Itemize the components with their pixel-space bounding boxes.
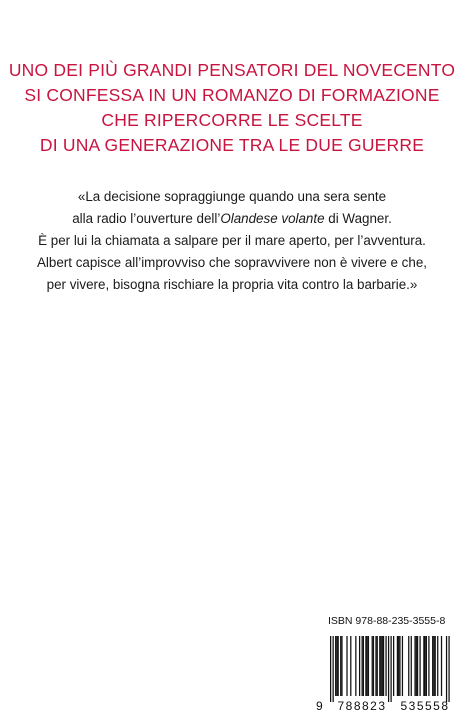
barcode-bar	[432, 636, 433, 696]
barcode-bar	[363, 636, 364, 696]
barcode-digits-left: 788823	[337, 699, 387, 713]
blurb-line-2-start: alla radio l’ouverture dell’	[72, 211, 221, 226]
barcode-bar	[341, 636, 342, 696]
barcode-bar	[411, 636, 412, 696]
barcode-bar	[375, 636, 376, 696]
barcode-bar	[397, 636, 398, 696]
barcode-bar	[383, 636, 384, 696]
barcode-bar	[446, 636, 447, 702]
headline-line-1: UNO DEI PIÙ GRANDI PENSATORI DEL NOVECENTO	[8, 60, 456, 80]
blurb-line-3: È per lui la chiamata a salpare per il mare aperto, per l’avventura.	[38, 233, 426, 248]
blurb-line-2	[0, 208, 464, 230]
barcode-bar	[377, 636, 378, 696]
barcode-bar	[393, 636, 394, 696]
barcode-bar	[359, 636, 360, 696]
blurb-line-1: «La decisione sopraggiunge quando una sera sente	[77, 189, 387, 204]
barcode-bar	[441, 636, 442, 696]
isbn-label: ISBN 978-88-235-3555-8	[328, 615, 446, 627]
barcode-bar	[380, 636, 381, 696]
headline	[0, 58, 464, 158]
barcode-bar	[416, 636, 417, 696]
barcode-bar	[437, 636, 438, 696]
opera-title: Olandese volante	[220, 211, 325, 226]
barcode-digit-first: 9	[316, 699, 323, 713]
barcode-bar	[402, 636, 403, 696]
barcode-bar	[367, 636, 368, 696]
barcode-bar	[335, 636, 336, 696]
blurb-quote	[0, 186, 464, 296]
blurb-line-4: Albert capisce all’improvviso che sopravvivere non è vivere e che,	[37, 255, 427, 270]
barcode-bar	[372, 636, 373, 696]
barcode-bar	[408, 636, 409, 696]
isbn-barcode-block	[304, 612, 464, 718]
barcode-bar	[338, 636, 339, 696]
barcode-bar	[388, 636, 389, 702]
barcode-bar	[382, 636, 383, 696]
barcode-digits-right: 535558	[400, 699, 450, 713]
barcode-bar	[333, 636, 334, 702]
barcode-bar	[417, 636, 418, 696]
barcode-bar	[362, 636, 363, 696]
barcode-bar	[435, 636, 436, 696]
barcode-bar	[390, 636, 391, 702]
barcode-bar	[373, 636, 374, 696]
barcode	[326, 636, 456, 706]
barcode-bar	[340, 636, 341, 696]
barcode-bar	[419, 636, 420, 696]
barcode-bar	[398, 636, 399, 696]
headline-line-2: SI CONFESSA IN UN ROMANZO DI FORMAZIONE	[24, 85, 440, 105]
barcode-bar	[346, 636, 347, 696]
barcode-bar	[426, 636, 427, 696]
barcode-bar	[425, 636, 426, 696]
headline-line-3: CHE RIPERCORRE LE SCELTE	[101, 110, 363, 130]
barcode-bar	[350, 636, 351, 696]
barcode-digits	[316, 699, 456, 713]
barcode-bar	[414, 636, 415, 696]
barcode-bar	[336, 636, 337, 696]
barcode-bar	[428, 636, 429, 696]
headline-line-4: DI UNA GENERAZIONE TRA LE DUE GUERRE	[39, 135, 425, 155]
barcode-bar	[423, 636, 424, 696]
barcode-bar	[368, 636, 369, 696]
barcode-bar	[448, 636, 449, 702]
barcode-bar	[433, 636, 434, 696]
barcode-bar	[330, 636, 331, 702]
blurb-line-5: per vivere, bisogna rischiare la propria vita contro la barbarie.»	[46, 277, 418, 292]
barcode-bar	[355, 636, 356, 696]
barcode-bar	[365, 636, 366, 696]
barcode-bar	[399, 636, 400, 696]
blurb-line-2-end: di Wagner.	[324, 211, 392, 226]
barcode-bar	[379, 636, 380, 696]
barcode-bar	[385, 636, 386, 696]
